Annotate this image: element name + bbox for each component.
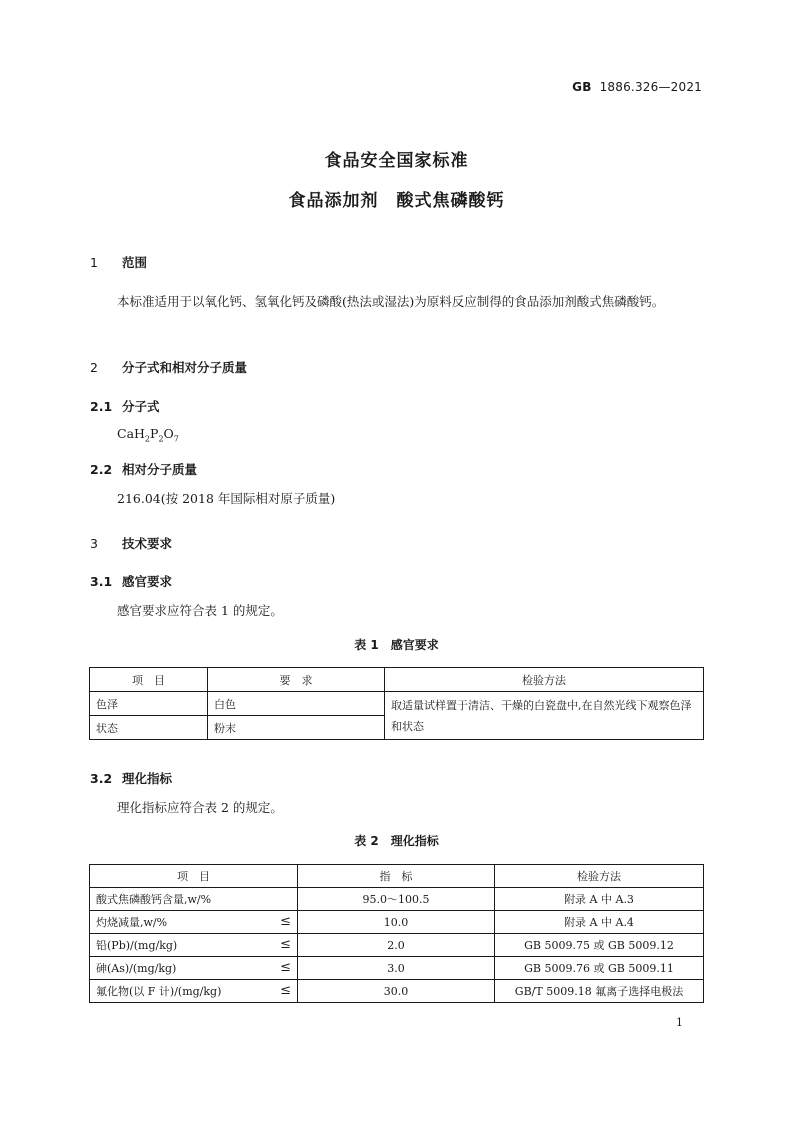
standard-number: 1886.326—2021 xyxy=(599,80,702,94)
table-row xyxy=(90,957,704,980)
standard-code xyxy=(572,80,702,94)
table-cell: 灼烧减量,w/% ≤ xyxy=(90,911,298,934)
column-header: 要 求 xyxy=(208,668,385,692)
table-1-caption: 表 1 感官要求 xyxy=(354,638,439,652)
table-cell: 白色 xyxy=(208,692,385,716)
table-cell: 附录 A 中 A.3 xyxy=(495,888,704,911)
physicochemical-indicators-table xyxy=(89,864,704,1003)
table-header-row xyxy=(90,865,704,888)
table-cell: 30.0 xyxy=(298,980,495,1003)
table-cell: 状态 xyxy=(90,716,208,740)
table-cell: 2.0 xyxy=(298,934,495,957)
table-row xyxy=(90,692,704,716)
table-cell: 10.0 xyxy=(298,911,495,934)
table-cell: 铅(Pb)/(mg/kg) ≤ xyxy=(90,934,298,957)
table-header-row xyxy=(90,668,704,692)
column-header: 检验方法 xyxy=(385,668,704,692)
table-cell: GB 5009.75 或 GB 5009.12 xyxy=(495,934,704,957)
table-cell: GB/T 5009.18 氟离子选择电极法 xyxy=(495,980,704,1003)
section-1-heading: 1 范围 xyxy=(90,255,148,270)
table-2-caption: 表 2 理化指标 xyxy=(354,834,439,848)
table-cell: 酸式焦磷酸钙含量,w/% xyxy=(90,888,298,911)
section-3-1-text: 感官要求应符合表 1 的规定。 xyxy=(117,603,283,618)
table-row xyxy=(90,934,704,957)
sensory-requirements-table xyxy=(89,667,704,740)
table-row xyxy=(90,888,704,911)
document-title: 食品安全国家标准 xyxy=(324,151,469,171)
section-3-1-heading: 3.1 感官要求 xyxy=(90,574,173,589)
table-cell: 氟化物(以 F 计)/(mg/kg) ≤ xyxy=(90,980,298,1003)
section-1-text: 本标准适用于以氧化钙、氢氧化钙及磷酸(热法或湿法)为原料反应制得的食品添加剂酸式焦磷酸钙。 xyxy=(117,294,665,309)
section-3-heading: 3 技术要求 xyxy=(90,536,173,551)
section-2-heading: 2 分子式和相对分子质量 xyxy=(90,360,248,375)
table-cell: 砷(As)/(mg/kg) ≤ xyxy=(90,957,298,980)
table-cell: 附录 A 中 A.4 xyxy=(495,911,704,934)
standard-prefix: GB xyxy=(572,80,592,94)
table-cell: 3.0 xyxy=(298,957,495,980)
section-2-2-heading: 2.2 相对分子质量 xyxy=(90,462,198,477)
table-cell: 95.0～100.5 xyxy=(298,888,495,911)
table-row xyxy=(90,980,704,1003)
table-cell: GB 5009.76 或 GB 5009.11 xyxy=(495,957,704,980)
section-2-1-heading: 2.1 分子式 xyxy=(90,399,160,414)
table-row xyxy=(90,911,704,934)
section-3-2-heading: 3.2 理化指标 xyxy=(90,771,173,786)
column-header: 检验方法 xyxy=(495,865,704,888)
column-header: 项 目 xyxy=(90,668,208,692)
page-number: 1 xyxy=(676,1016,683,1029)
column-header: 项 目 xyxy=(90,865,298,888)
document-subtitle: 食品添加剂 酸式焦磷酸钙 xyxy=(288,191,505,211)
table-cell: 取适量试样置于清洁、干燥的白瓷盘中,在自然光线下观察色泽和状态 xyxy=(385,692,704,740)
molecular-formula: $CaH_2P_2O_7$ xyxy=(117,426,179,444)
column-header: 指 标 xyxy=(298,865,495,888)
table-cell: 粉末 xyxy=(208,716,385,740)
molecular-mass-text: 216.04(按 2018 年国际相对原子质量) xyxy=(117,491,336,506)
section-3-2-text: 理化指标应符合表 2 的规定。 xyxy=(117,800,283,815)
table-cell: 色泽 xyxy=(90,692,208,716)
